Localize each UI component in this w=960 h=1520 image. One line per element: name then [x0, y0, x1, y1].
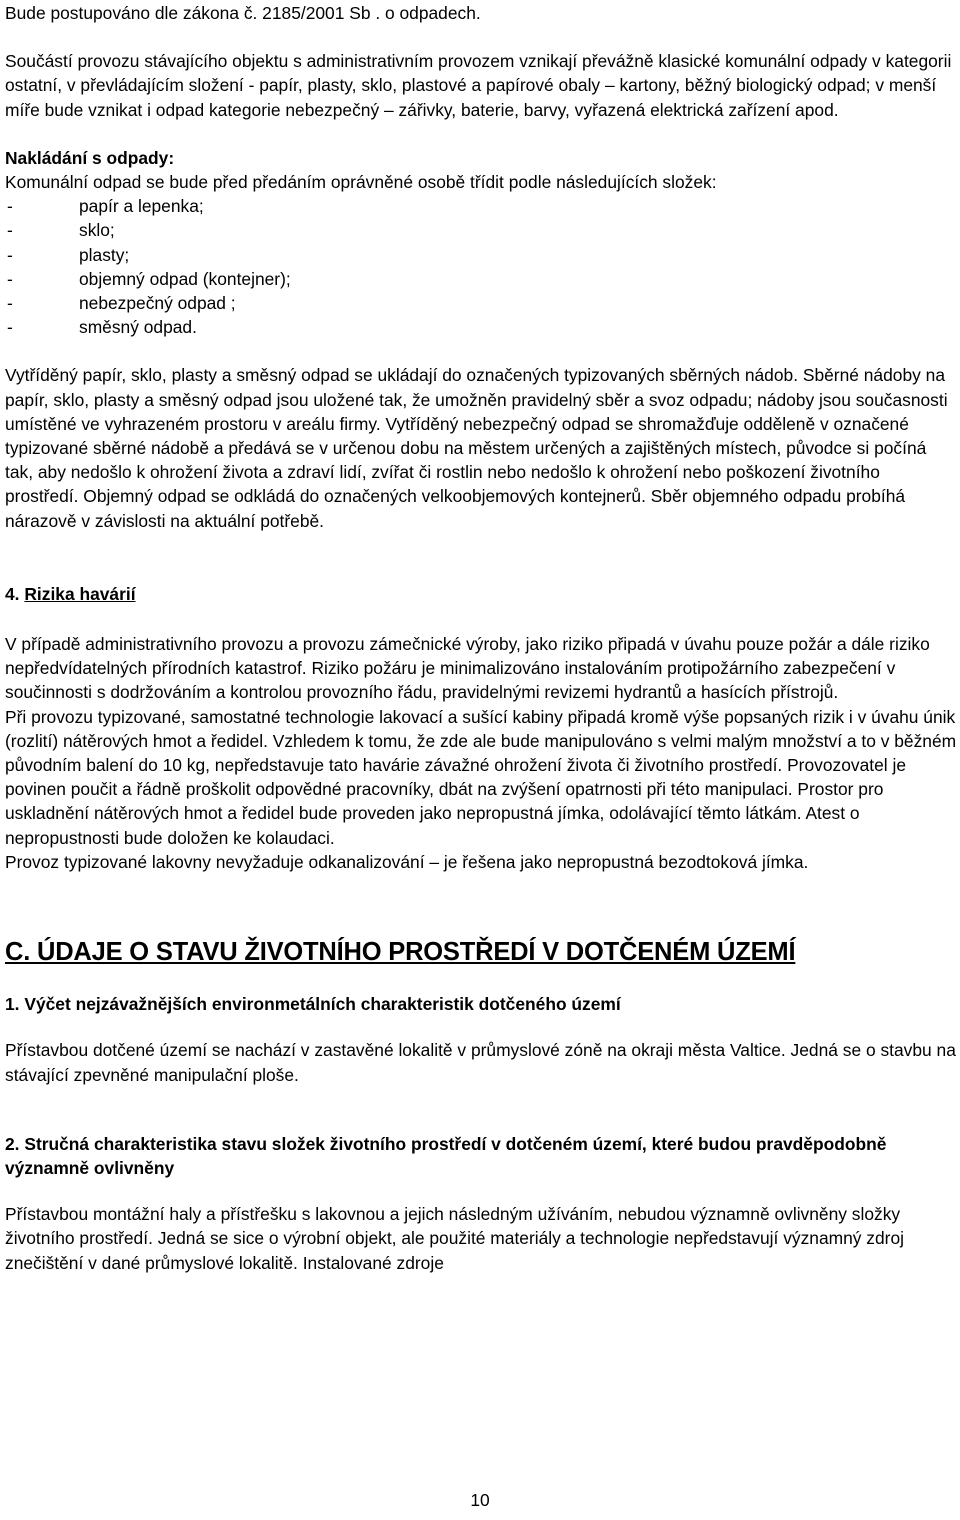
list-item: - nebezpečný odpad ;	[5, 291, 957, 315]
waste-handling-heading: Nakládání s odpady:	[5, 147, 175, 168]
subsection-2-heading	[5, 1132, 957, 1180]
subsection-2-paragraph: Přístavbou montážní haly a přístřešku s lakovnou a jejich následným užíváním, nebudou významně ovlivněny složky životního prostředí. Jedná se sice o výrobní objekt, ale použité materiály a technologie nepředstavují významný zdroj znečištění v dané průmyslové lokalitě. Instalované zdroje	[5, 1204, 905, 1273]
list-item: - sklo;	[5, 218, 957, 242]
list-item: - papír a lepenka;	[5, 194, 957, 218]
section-4-paragraph-1: V případě administrativního provozu a provozu zámečnické výroby, jako riziko připadá v úvahu pouze požár a dále riziko nepředvídatelných přírodních katastrof. Riziko požáru je minimalizováno instalováním protipožárního zabezpečení v součinnosti s dodržováním a kontrolou provozního řádu, pravidelnými revizemi hydrantů a hasících přístrojů.	[5, 634, 930, 703]
section-c-heading: C. ÚDAJE O STAVU ŽIVOTNÍHO PROSTŘEDÍ V DOTČENÉM ÚZEMÍ	[5, 938, 796, 967]
page-number: 10	[470, 1490, 490, 1510]
section-4-heading	[5, 582, 957, 606]
intro-line: Bude postupováno dle zákona č. 2185/2001 Sb . o odpadech.	[5, 3, 481, 23]
document-page	[5, 0, 957, 1275]
subsection-2-number: 2.	[5, 1133, 20, 1154]
subsection-1-number: 1.	[5, 994, 20, 1015]
subsection-1-title: Výčet nejzávažnějších environmetálních charakteristik dotčeného území	[24, 994, 621, 1015]
paragraph-sorted-waste: Vytříděný papír, sklo, plasty a směsný odpad se ukládají do označených typizovaných sběrných nádob. Sběrné nádoby na papír, sklo, plasty a směsný odpad jsou uložené tak, že umožněn pravidelný sběr a svoz odpadu; nádoby jsou současnosti umístěné ve vyhrazeném prostoru v areálu firmy. Vytříděný nebezpečný odpad se shromažďuje odděleně v označené typizované sběrné nádobě a předává se v určenou dobu na městem určených a zajištěných místech, původce si počíná tak, aby nedošlo k ohrožení života a zdraví lidí, zvířat či rostlin nebo nedošlo k ohrožení nebo poškození životního prostředí. Objemný odpad se odkládá do označených velkoobjemových kontejnerů. Sběr objemného odpadu probíhá nárazově v závislosti na aktuální potřebě.	[5, 365, 948, 531]
waste-fraction-list	[5, 194, 957, 339]
section-4-paragraph-3: Provoz typizované lakovny nevyžaduje odkanalizování – je řešena jako nepropustná bezodtoková jímka.	[5, 851, 809, 872]
subsection-2-title: Stručná charakteristika stavu složek životního prostředí v dotčeném území, které budou pravděpodobně významně ovlivněny	[5, 1133, 887, 1178]
paragraph-waste-components: Součástí provozu stávajícího objektu s administrativním provozem vznikají převážně klasické komunální odpady v kategorii ostatní, v převládajícím složení - papír, plasty, sklo, plastové a papírové obaly – kartony, běžný biologický odpad; v menší míře bude vznikat i odpad kategorie nebezpečný – zářivky, baterie, barvy, vyřazená elektrická zařízení apod.	[5, 51, 952, 120]
list-item: - směsný odpad.	[5, 315, 957, 339]
subsection-1-paragraph: Přístavbou dotčené území se nachází v zastavěné lokalitě v průmyslové zóně na okraji města Valtice. Jedná se o stavbu na stávající zpevněné manipulační ploše.	[5, 1040, 956, 1085]
list-item: - objemný odpad (kontejner);	[5, 267, 957, 291]
section-4-title: Rizika havárií	[24, 583, 136, 604]
subsection-1-heading	[5, 992, 957, 1016]
list-item: - plasty;	[5, 243, 957, 267]
section-4-paragraph-2: Při provozu typizované, samostatné technologie lakovací a sušící kabiny připadá kromě výše popsaných rizik i v úvahu únik (rozlití) nátěrových hmot a ředidel. Vzhledem k tomu, že zde ale bude manipulováno s velmi malým množství a to v běžném původním balení do 10 kg, nepředstavuje tato havárie závažné ohrožení života či životního prostředí. Provozovatel je povinen poučit a řádně proškolit odpovědné pracovníky, dbát na zvýšení opatrnosti při této manipulaci. Prostor pro uskladnění nátěrových hmot a ředidel bude proveden jako nepropustná jímka, odolávající těmto látkám. Atest o nepropustnosti bude doložen ke kolaudaci.	[5, 706, 957, 848]
section-4-number: 4.	[5, 583, 20, 604]
waste-handling-intro: Komunální odpad se bude před předáním oprávněné osobě třídit podle následujících složek:	[5, 172, 717, 193]
